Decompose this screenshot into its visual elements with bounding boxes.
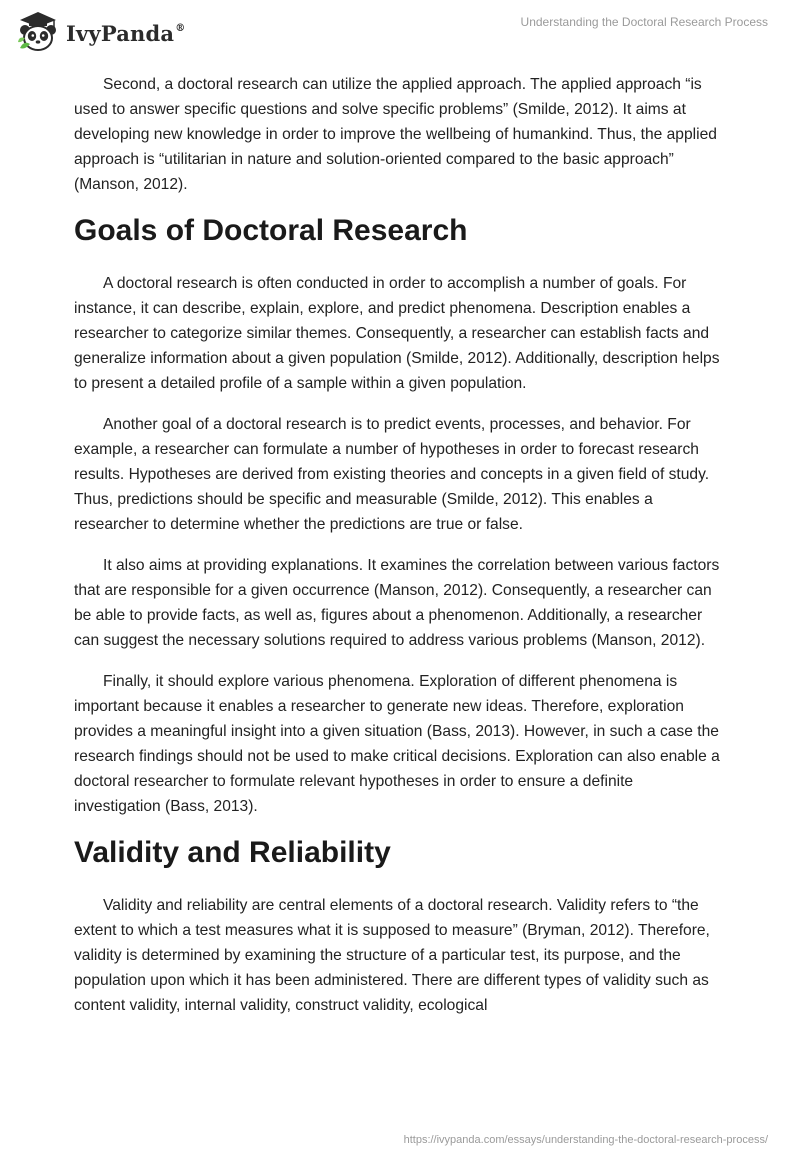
page-header xyxy=(0,0,800,60)
logo-text: IvyPanda® xyxy=(66,20,186,46)
source-url[interactable]: https://ivypanda.com/essays/understanding-the-doctoral-research-process/ xyxy=(403,1134,768,1146)
paragraph: A doctoral research is often conducted in order to accomplish a number of goals. For instance, it can describe, explain, explore, and predict phenomena. Description enables a researcher to categorize similar themes. Consequently, a researcher can establish facts and generalize information about a given population (Smilde, 2012). Additionally, description helps to present a detailed profile of a sample within a given population. xyxy=(74,275,720,392)
section-heading-validity: Validity and Reliability xyxy=(74,836,391,869)
paragraph: Second, a doctoral research can utilize the applied approach. The applied approach “is used to answer specific questions and solve specific problems” (Smilde, 2012). It aims at developing new knowledge in order to improve the wellbeing of humankind. Thus, the applied approach is “utilitarian in nature and solution-oriented compared to the basic approach” (Manson, 2012). xyxy=(74,76,717,193)
essay-body xyxy=(74,72,724,1034)
section-heading-goals: Goals of Doctoral Research xyxy=(74,214,468,247)
paragraph: It also aims at providing explanations. It examines the correlation between various factors that are responsible for a given occurrence (Manson, 2012). Consequently, a researcher can be able to provide facts, as well as, figures about a phenomenon. Additionally, a researcher can suggest the necessary solutions required to address various problems (Manson, 2012). xyxy=(74,557,720,649)
paragraph: Another goal of a doctoral research is to predict events, processes, and behavior. For example, a researcher can formulate a number of hypotheses in order to forecast research results. Hypotheses are derived from existing theories and concepts in a given field of study. Thus, predictions should be specific and measurable (Smilde, 2012). This enables a researcher to determine whether the predictions are true or false. xyxy=(74,416,710,533)
paragraph: Validity and reliability are central elements of a doctoral research. Validity refers to “the extent to which a test measures what it is supposed to measure” (Bryman, 2012). Therefore, validity is determined by examining the structure of a particular test, its purpose, and the population upon which it has been administered. There are different types of validity such as content validity, internal validity, construct validity, ecological xyxy=(74,897,710,1014)
panda-graduate-icon xyxy=(16,10,60,54)
document-title: Understanding the Doctoral Research Process xyxy=(520,15,768,29)
ivypanda-logo[interactable] xyxy=(16,10,185,54)
paragraph: Finally, it should explore various phenomena. Exploration of different phenomena is important because it enables a researcher to generate new ideas. Therefore, exploration provides a meaningful insight into a given situation (Bass, 2013). However, in such a case the research findings should not be used to make critical decisions. Exploration can also enable a doctoral researcher to formulate relevant hypotheses in order to ensure a definite investigation (Bass, 2013). xyxy=(74,673,720,815)
